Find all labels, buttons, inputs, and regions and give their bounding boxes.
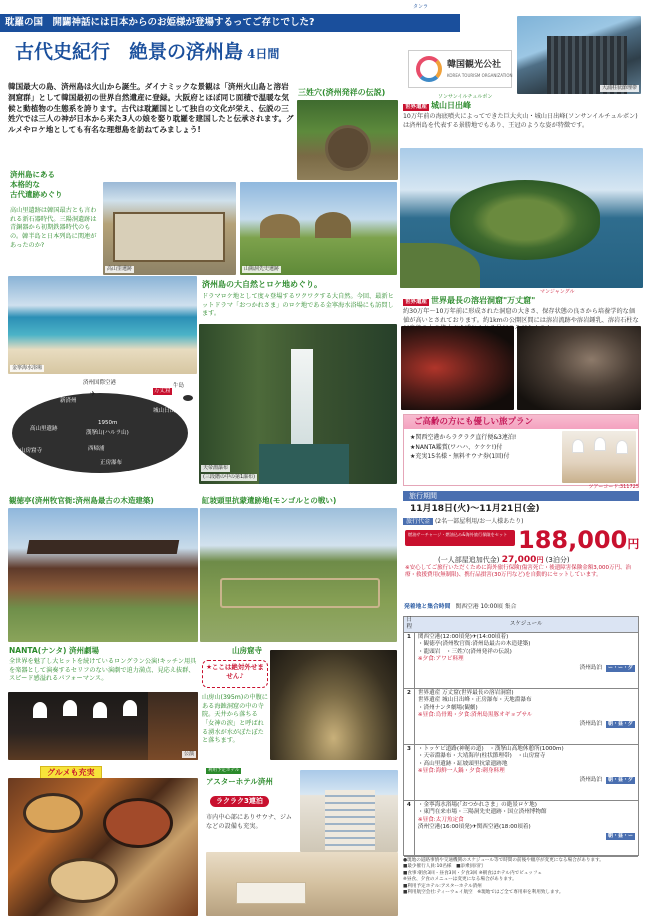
schedule-row [404, 632, 638, 688]
photo-hotel [300, 770, 398, 852]
senior-line3: ★充実15名様・無料サウナ券(1回)付 [410, 453, 510, 461]
schedule-line: ・高山里遺跡・缸坡頭里抗蒙遺跡地 [417, 760, 508, 767]
fine-print-line: ■利用航空会社:ティーウェイ航空 ※現地ではご全て専用車を利用致します。 [403, 890, 564, 896]
airplane-icon: ✈ [90, 390, 96, 398]
schedule-line: ※夕食:アワビ料理 [417, 656, 464, 663]
nanta-title: NANTA(ナンタ) 済州劇場 [9, 646, 99, 655]
photo-cave2 [517, 326, 641, 410]
schedule-footer [418, 665, 635, 673]
photo-hangpadu [200, 508, 397, 642]
insurance-note: ※安心してご旅行いただくために海外旅行保険(傷害死亡・後遺障害保険金額3,000万円、治療・救援費用(無制限)、携行品損害(30万円など)を自動的にセットしています。 [405, 565, 632, 579]
schedule-hotel: 済州島泊 [579, 721, 602, 728]
map-city: 済州市 [70, 388, 87, 394]
schedule-footer [418, 721, 635, 729]
price-note: (2名一部屋利用/お一人様あたり) [434, 518, 524, 525]
schedule-meals: 朝・昼・夕 [607, 777, 633, 784]
senior-title: ご高齢の方にも優しい旅プラン [404, 415, 638, 429]
schedule-line: ・トッケビ道路(神秘の道) ・漢拏山高地休憩所(1000m) [417, 745, 564, 752]
tour-code: ツアーコード:311725 [588, 484, 639, 490]
manjang-tag: 世界遺産 [405, 299, 428, 305]
ancient-title1: 済州島にある [10, 170, 55, 179]
schedule-day: 4 [404, 800, 414, 856]
hangpadu-title: 缸坡頭里抗蒙遺跡地(モンゴルとの戦い) [202, 496, 337, 505]
map-halla: 漢拏山(ハルラ山) [86, 430, 129, 436]
schedule-line: ・観徳亭(済州牧官衙:済州島最古の木造建築) [417, 641, 531, 648]
samseong-title: 三姓穴(済州発祥の伝説) [298, 88, 386, 97]
fine-print-line: ■食事:朝食3回・昼食3回・夕食3回 ※朝食はホテル内でビュッフェ [403, 870, 542, 876]
jeju-map [8, 378, 194, 483]
senior-line2: ★NANTA鑑賞(ワハハ、ケケケ!)付 [410, 443, 503, 451]
schedule-hotel: 済州島泊 [579, 777, 602, 784]
map-jeongbang: 正房瀑布 [100, 460, 123, 466]
manjang-title: 世界最長の溶岩洞窟"万丈窟" [431, 296, 536, 305]
photo-samyang [240, 182, 397, 275]
nature-text: ドラマロケ地として度々登場するワクワクする大自然。今回、最新ヒットドラマ「おつかれさま」のロケ地である金寧海水浴場にも訪問します。 [202, 293, 394, 318]
caption-waterfall: 天帝淵瀑布 [203, 465, 229, 472]
manjang-ruby: マンジャングル [540, 289, 575, 295]
seongsan-header [403, 101, 471, 112]
schedule-row [404, 800, 638, 856]
schedule-line: 関西空港(12:00頃発)✈(14:00頃着) [417, 633, 509, 640]
schedule-line: ・龍頭岩 ・三姓穴(済州発祥の伝説) [417, 648, 512, 655]
ruby-tanra: タンラ [413, 4, 429, 10]
photo-gosan [103, 182, 236, 275]
schedule-line: ※昼食:太刀魚定食 [417, 816, 464, 823]
period-label: 旅行期間 [409, 492, 437, 500]
photo-nanta [8, 692, 198, 760]
schedule-line: 世界遺産 城山日出峰・正房瀑布・天地淵瀑布 [417, 697, 532, 704]
caption-beach: 金寧海水浴場 [12, 365, 43, 372]
caption-nanta: 公演 [183, 751, 194, 758]
period-value: 11月18日(火)〜11月21日(金) [410, 504, 540, 514]
schedule-line: ・済州ナンタ劇場(観劇) [417, 704, 478, 711]
price-row [403, 518, 523, 526]
single-note: (3泊分) [545, 556, 570, 564]
schedule-hotel: 済州島泊 [579, 665, 602, 672]
depart-label: 発着地と集合時間 [404, 604, 451, 610]
schedule-row [404, 688, 638, 744]
kto-logo-mark-icon [416, 56, 442, 82]
fine-print-line: ●現地の道路事情や交通機関のスケジュール等で時間の前後や順序が変更になる場合があります。 [403, 858, 604, 863]
schedule-day: 2 [404, 688, 414, 744]
seongsan-ruby: ソンサンイルチュルボン [438, 94, 493, 100]
schedule-table [403, 616, 639, 856]
map-mangeum: 万丈窟 [154, 388, 171, 394]
photo-gourmet [8, 778, 198, 916]
photo-hotel-room [206, 852, 398, 916]
depart-value: 関西空港 10:00頃 集合 [455, 604, 517, 610]
ancient-titles [10, 170, 102, 200]
schedule-detail [414, 744, 638, 800]
schedule-line: ・金寧海水浴場(「おつかれさま」の絶景ロケ地) [417, 801, 537, 808]
title-main: 古代史紀行 絶景の済州島 [15, 41, 244, 63]
hotel-text: 市内中心部にありサウナ、ジムなどの設備も充実。 [206, 814, 292, 830]
schedule-line: ※昼食:烏骨鶏・夕食:済州島黒豚オギョプサル [417, 712, 533, 719]
fine-print [403, 858, 641, 897]
fine-print-line: ■利用予定ホテル:アスターホテル済州 [403, 883, 482, 889]
photo-chefs [562, 431, 636, 483]
schedule-meals: 朝・昼・夕 [607, 721, 633, 728]
schedule-line: ・東門在来市場・三陽洞先史遺跡・国立済州博物館 [417, 809, 547, 816]
caption-samyang: 山陽洞先史遺跡 [244, 266, 280, 273]
price-amount: 188,000 [518, 526, 628, 554]
fine-print-line: ■最少催行人員:10名様 ■添乗員同行 [403, 864, 484, 870]
seongsan-title: 城山日出峰 [431, 101, 472, 110]
senior-plan-box [403, 414, 639, 486]
map-udo: 牛島 [173, 383, 185, 389]
gwandeok-title: 観徳亭(済州牧官衙:済州島最古の木造建築) [9, 496, 154, 505]
depart-row [404, 604, 516, 612]
ancient-title2: 本格的な [10, 180, 40, 190]
single-amount: 27,000 [501, 555, 537, 565]
photo-gwandeok [8, 508, 198, 642]
map-gosan: 高山里遺跡 [30, 426, 58, 432]
map-sanbang: 山房窟寺 [20, 448, 43, 454]
photo-cave1 [401, 326, 514, 410]
photo-waterfall [199, 324, 397, 484]
manjang-text: 約30万年〜10万年前に形成された洞窟の大きさ、保存状態の良さから培養学的な価値が高いとされております。約1kmの公開区間には溶岩流跡や溶岩鍾乳、溶岩石柱な [403, 308, 639, 324]
schedule-detail [414, 632, 638, 688]
sanbang-text: 山房山(395m)の中腹にある海蝕洞窟の中の寺院。天井から落ちる「女神の涙」と呼ばれる湧水が水がぽたぽたと落ちます。 [202, 694, 268, 745]
price-amount-wrap [518, 524, 639, 556]
single-label: (一人部屋追加代金) [438, 556, 500, 564]
photo-jusangjeolli [517, 16, 641, 94]
senior-line1: ★関西空港からラクラク直行便&3連泊! [410, 434, 517, 441]
hotel-badge: ラクラク3連泊 [210, 796, 269, 807]
schedule-day: 1 [404, 632, 414, 688]
map-airport: 済州国際空港 [83, 380, 117, 386]
seongsan-tag: 世界遺産 [405, 104, 428, 110]
schedule-row [404, 744, 638, 800]
logo-text: 韓国観光公社 [447, 60, 502, 70]
schedule-meals: ー・ー・夕 [607, 665, 633, 672]
col-day: 日程 [404, 617, 414, 632]
top-banner: 耽羅の国 開闢神話には日本からのお姫様が登場するってご存じでした? [0, 14, 460, 32]
schedule-meals: 朝・昼・ー [607, 833, 633, 840]
ancient-title3: 古代遺跡めぐり [10, 190, 63, 200]
col-sched: スケジュール [414, 617, 638, 632]
price-badge: 燃油サーチャージ・燃油込み&海外旅行保険をセット [405, 530, 515, 546]
map-peak: 1950m [98, 420, 118, 426]
manjang-header [403, 296, 535, 307]
schedule-detail [414, 688, 638, 744]
caption-waterfall2: (三段階の中の第1瀑布) [203, 474, 256, 481]
schedule-line: 済州空港(16:00頃発)✈関西空港(18:00頃着) [417, 824, 531, 831]
intro-text: 韓国最大の島、済州島は火山から誕生。ダイナミックな景観は「済州火山島と溶岩洞窟群」として韓国最初の世界自然遺産に登録。大阪府とほぼ同じ面積で温暖な気候と動植物の生態系を誇ります。古代は耽羅国として独自の文化が栄え、伝説の三姓穴では三人の神が日本から来た3人の娘を娶り耽羅を建国したと伝承されます。グルメやロケ地としても有名な理想島を訪ねてみましょう! [8, 82, 294, 135]
nature-title: 済州島の大自然とロケ地めぐり。 [202, 280, 322, 289]
gourmet-tag: グルメも充実 [40, 766, 102, 781]
hotel-name: アスターホテル済州 [206, 777, 273, 786]
price-yen: 円 [627, 537, 640, 551]
period-header [403, 491, 639, 501]
single-yen: 円 [536, 556, 544, 564]
title-days: 4日間 [247, 47, 280, 61]
logo-sub: KOREA TOURISM ORGANIZATION [447, 73, 513, 78]
caption-gosan: 高山里遺跡 [107, 266, 133, 273]
schedule-day: 3 [404, 744, 414, 800]
map-seongsan: 城山日出峰 [153, 408, 181, 414]
photo-sanbang [270, 650, 397, 760]
schedule-line: ※昼食:海鮮一人鍋・夕食:刺身料理 [417, 768, 505, 775]
fine-print-line: ※昼食、夕食のメニューは変更になる場合があります。 [403, 877, 517, 883]
page-title [15, 40, 279, 66]
schedule-line: 世界遺産 万丈窟(世界最長の溶岩洞窟) [417, 689, 514, 696]
sanbang-tag: ★ここは絶対外せません♪ [202, 660, 268, 688]
seongsan-text: 10万年前の海底噴火によってできた巨大火山・城山日出峰(ソンサンイルチュルボン)は済州島を代表する景勝地でもあり、王冠のような姿が特徴です。 [403, 113, 638, 129]
senior-lines [410, 433, 560, 462]
map-newcity: 新済州 [60, 398, 77, 404]
photo-beach [8, 276, 197, 374]
schedule-detail [414, 800, 638, 856]
schedule-footer [418, 833, 635, 841]
ancient-text: 高山里遺跡は韓国最古とも言われる新石器時代。三陽洞遺跡は青銅器から初期鉄器時代のもの。韓半島と日本列島に関連があったのか? [10, 207, 97, 249]
kto-logo [408, 50, 512, 88]
hotel-label: 利用予定ホテル [208, 768, 240, 773]
photo-seongsan [400, 148, 643, 288]
map-seogwipo: 西帰浦 [88, 446, 105, 452]
sanbang-title: 山房窟寺 [232, 646, 262, 655]
schedule-footer [418, 777, 635, 785]
schedule-line: ・天帝淵瀑布・大靖海岸(柱状節理帯) ・山房窟寺 [417, 753, 546, 760]
nanta-text: 全世界を魅了し大ヒットを続けているロングラン公演!キッチン用具を楽器として演奏するセリフのない演劇で迫力満点、見応え抜群、スピード感溢れるパフォーマンス。 [9, 658, 197, 683]
photo-samseong [297, 100, 398, 180]
caption-jusang: 大浦柱状節理帯 [601, 85, 637, 92]
price-label: 旅行代金 [403, 518, 433, 525]
